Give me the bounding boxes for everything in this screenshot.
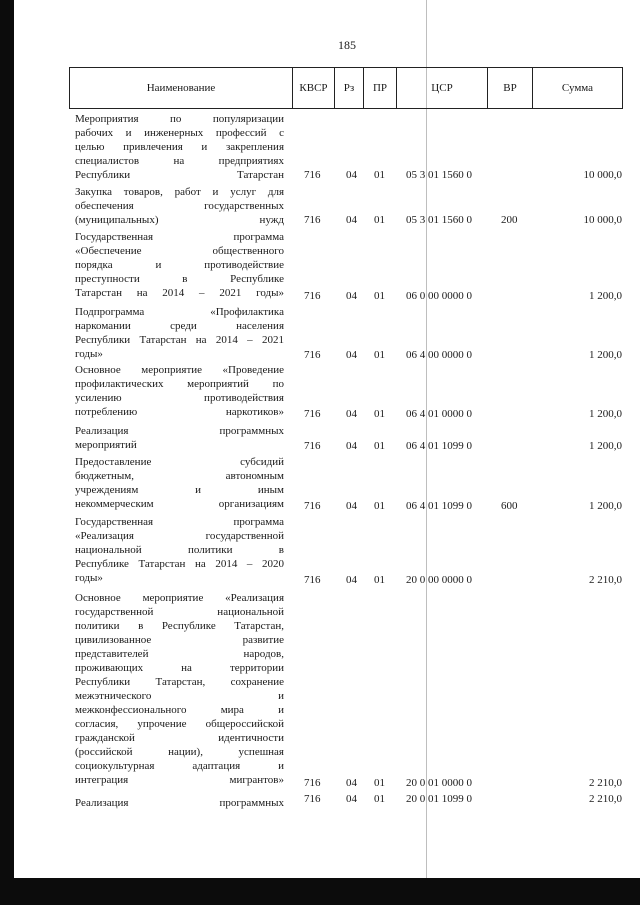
table-cell-rz: 04	[346, 169, 357, 181]
table-cell-sum: 1 200,0	[589, 290, 622, 302]
header-name: Наименование	[146, 82, 216, 94]
table-cell-sum: 1 200,0	[589, 408, 622, 420]
table-row-name: Основное мероприятие «Реализация государственной национальной политики в Республике Татарстан, цивилизованное развитие представителей народов, проживающих на территории Республики Татарстан, сохранение межэтнического и межконфессионального мира и согласия, упрочение общероссийской гражданской идентичности (российской нации), успешная социокультурная адаптация и интеграция мигрантов»	[75, 592, 284, 786]
table-header	[69, 67, 623, 109]
table-cell-pr: 01	[374, 169, 385, 181]
table-cell-pr: 01	[374, 500, 385, 512]
header-kvsr: КВСР	[292, 68, 334, 108]
table-cell-kvsr: 716	[304, 349, 321, 361]
table-row-name: Государственная программа «Обеспечение общественного порядка и противодействие преступности в Республике Татарстан на 2014 – 2021 годы»	[75, 231, 284, 299]
table-cell-csr: 05 3 01 1560 0	[406, 169, 472, 181]
header-csr: ЦСР	[396, 68, 487, 108]
table-cell-kvsr: 716	[304, 440, 321, 452]
table-cell-sum: 2 210,0	[589, 777, 622, 789]
table-cell-rz: 04	[346, 574, 357, 586]
table-cell-sum: 2 210,0	[589, 793, 622, 805]
table-cell-csr: 06 4 01 1099 0	[406, 500, 472, 512]
header-sum: Сумма	[532, 68, 622, 108]
table-cell-csr: 20 0 01 0000 0	[406, 777, 472, 789]
header-rz: Рз	[334, 68, 363, 108]
table-cell-pr: 01	[374, 440, 385, 452]
table-cell-csr: 06 4 01 1099 0	[406, 440, 472, 452]
table-cell-rz: 04	[346, 290, 357, 302]
table-cell-kvsr: 716	[304, 500, 321, 512]
table-row-name: Реализация программных	[75, 797, 284, 809]
table-cell-sum: 1 200,0	[589, 440, 622, 452]
table-cell-pr: 01	[374, 290, 385, 302]
table-cell-kvsr: 716	[304, 574, 321, 586]
table-cell-pr: 01	[374, 777, 385, 789]
scan-left-border	[0, 0, 14, 905]
table-cell-sum: 10 000,0	[583, 169, 622, 181]
table-row-name: Подпрограмма «Профилактика наркомании среди населения Республики Татарстан на 2014 – 2021 годы»	[75, 306, 284, 360]
table-cell-rz: 04	[346, 440, 357, 452]
table-cell-sum: 1 200,0	[589, 500, 622, 512]
table-cell-csr: 20 0 00 0000 0	[406, 574, 472, 586]
table-cell-csr: 06 4 00 0000 0	[406, 349, 472, 361]
table-row-name: Предоставление субсидий бюджетным, автономным учреждениям и иным некоммерческим организациям	[75, 456, 284, 510]
table-cell-rz: 04	[346, 214, 357, 226]
table-cell-sum: 2 210,0	[589, 574, 622, 586]
table-row-name: Государственная программа «Реализация государственной национальной политики в Республике Татарстан на 2014 – 2020 годы»	[75, 516, 284, 584]
table-cell-kvsr: 716	[304, 290, 321, 302]
header-pr: ПР	[363, 68, 396, 108]
table-cell-rz: 04	[346, 349, 357, 361]
table-cell-sum: 1 200,0	[589, 349, 622, 361]
table-row-name: Мероприятия по популяризации рабочих и инженерных профессий с целью привлечения и закрепления специалистов на предприятиях Республики Татарстан	[75, 113, 284, 181]
table-cell-pr: 01	[374, 349, 385, 361]
page-number: 185	[338, 38, 356, 52]
table-cell-vr: 600	[501, 500, 518, 512]
scan-bottom-border	[0, 878, 640, 905]
table-cell-csr: 06 0 00 0000 0	[406, 290, 472, 302]
table-row-name: Основное мероприятие «Проведение профилактических мероприятий по усилению противодействия потреблению наркотиков»	[75, 364, 284, 418]
table-cell-pr: 01	[374, 574, 385, 586]
table-cell-rz: 04	[346, 500, 357, 512]
table-cell-pr: 01	[374, 214, 385, 226]
table-cell-pr: 01	[374, 408, 385, 420]
table-cell-pr: 01	[374, 793, 385, 805]
table-cell-kvsr: 716	[304, 214, 321, 226]
table-cell-sum: 10 000,0	[583, 214, 622, 226]
table-cell-rz: 04	[346, 408, 357, 420]
table-row-name: Закупка товаров, работ и услуг для обеспечения государственных (муниципальных) нужд	[75, 186, 284, 226]
table-cell-vr: 200	[501, 214, 518, 226]
table-cell-kvsr: 716	[304, 169, 321, 181]
table-cell-kvsr: 716	[304, 793, 321, 805]
table-cell-rz: 04	[346, 793, 357, 805]
table-cell-csr: 06 4 01 0000 0	[406, 408, 472, 420]
table-cell-rz: 04	[346, 777, 357, 789]
table-cell-kvsr: 716	[304, 408, 321, 420]
table-cell-csr: 20 0 01 1099 0	[406, 793, 472, 805]
header-vr: ВР	[487, 68, 532, 108]
table-row-name: Реализация программных мероприятий	[75, 425, 284, 451]
table-cell-kvsr: 716	[304, 777, 321, 789]
table-cell-csr: 05 3 01 1560 0	[406, 214, 472, 226]
